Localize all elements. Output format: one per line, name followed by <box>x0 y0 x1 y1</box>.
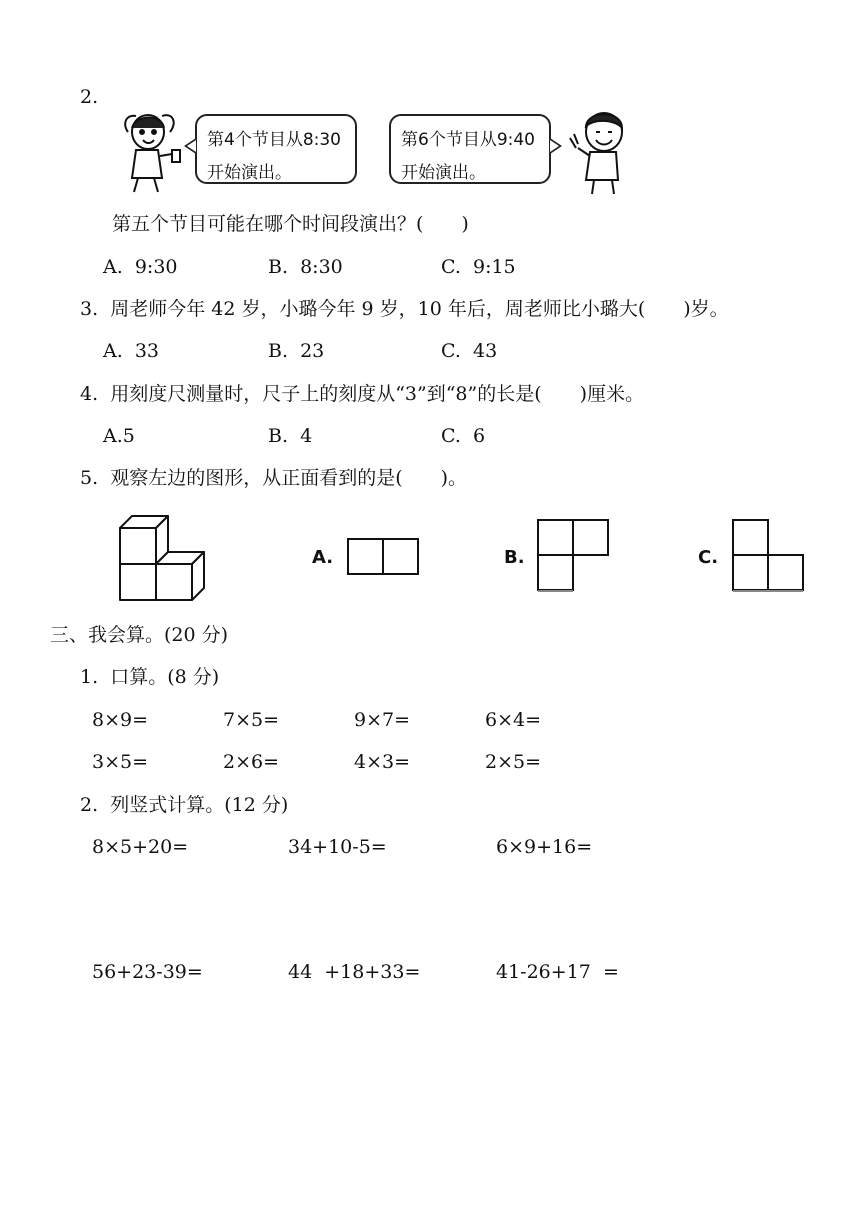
oral-calc-item: 4×3= <box>354 751 411 773</box>
girl-bubble-tail <box>184 138 196 154</box>
boy-speech-bubble <box>389 114 551 184</box>
boy-bubble-line-2: 开始演出。 <box>401 163 486 184</box>
q5-option-a-label: A. <box>312 547 334 568</box>
part-2-title: 2. 列竖式计算。(12 分) <box>80 794 289 816</box>
q4-option-c: C. 6 <box>441 425 486 447</box>
q4-option-a: A.5 <box>103 425 135 447</box>
q5-option-c-label: C. <box>698 547 719 568</box>
q5-option-b-label: B. <box>504 547 525 568</box>
girl-illustration <box>118 110 190 194</box>
question-2-number: 2. <box>80 86 99 108</box>
cube-stack-figure <box>118 512 210 602</box>
q5-option-b-shape <box>536 518 610 594</box>
q2-option-b: B. 8:30 <box>268 256 343 278</box>
girl-bubble-line-1: 第4个节目从8:30 <box>207 130 341 150</box>
section-3-heading: 三、我会算。(20 分) <box>50 624 229 646</box>
vertical-calc-item: 56+23-39= <box>92 961 203 983</box>
q2-option-a: A. 9:30 <box>103 256 178 278</box>
part-1-title: 1. 口算。(8 分) <box>80 666 220 688</box>
vertical-calc-item: 44 +18+33= <box>288 961 421 983</box>
question-4-text: 4. 用刻度尺测量时，尺子上的刻度从“3”到“8”的长是( )厘米。 <box>80 383 645 405</box>
oral-calc-item: 6×4= <box>485 709 542 731</box>
vertical-calc-item: 8×5+20= <box>92 836 189 858</box>
oral-calc-item: 2×6= <box>223 751 280 773</box>
q3-option-b: B. 23 <box>268 340 325 362</box>
oral-calc-item: 8×9= <box>92 709 149 731</box>
question-5-text: 5. 观察左边的图形，从正面看到的是( )。 <box>80 467 468 489</box>
oral-calc-item: 7×5= <box>223 709 280 731</box>
q2-option-c: C. 9:15 <box>441 256 516 278</box>
vertical-calc-item: 6×9+16= <box>496 836 593 858</box>
girl-speech-bubble <box>195 114 357 184</box>
boy-bubble-tail <box>550 138 562 154</box>
q3-option-a: A. 33 <box>103 340 160 362</box>
oral-calc-item: 2×5= <box>485 751 542 773</box>
oral-calc-item: 9×7= <box>354 709 411 731</box>
vertical-calc-item: 41-26+17 = <box>496 961 619 983</box>
question-2-text: 第五个节目可能在哪个时间段演出？( ) <box>112 213 469 235</box>
q5-option-a-shape <box>346 537 420 577</box>
girl-bubble-line-2: 开始演出。 <box>207 163 292 184</box>
question-3-text: 3. 周老师今年 42 岁，小璐今年 9 岁，10 年后，周老师比小璐大( )岁。 <box>80 298 729 320</box>
boy-illustration <box>566 108 632 196</box>
q5-option-c-shape <box>731 518 805 594</box>
vertical-calc-item: 34+10-5= <box>288 836 387 858</box>
q3-option-c: C. 43 <box>441 340 498 362</box>
q4-option-b: B. 4 <box>268 425 313 447</box>
boy-bubble-line-1: 第6个节目从9:40 <box>401 130 535 150</box>
oral-calc-item: 3×5= <box>92 751 149 773</box>
